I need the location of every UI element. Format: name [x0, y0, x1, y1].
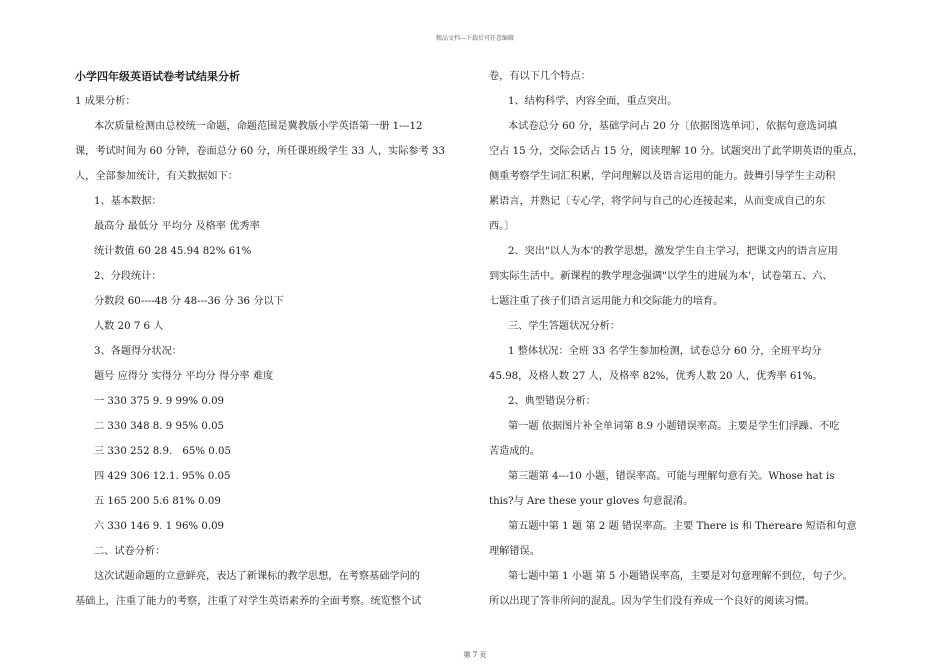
right-text-line: 侧重考察学生词汇积累，学问理解以及语言运用的能力。鼓舞引导学生主动积 — [489, 171, 836, 182]
right-text-line: 本试卷总分 60 分，基础学问占 20 分〔依据图选单词〕，依据句意选词填 — [508, 121, 838, 132]
right-text-line: 所以出现了答非所问的混乱。因为学生们没有养成一个良好的阅读习惯。 — [489, 596, 815, 607]
left-text-line: 3、各题得分状况： — [94, 346, 182, 357]
left-text-line: 课，考试时间为 60 分钟，卷面总分 60 分，所任课班级学生 33 人，实际参考 33 — [75, 146, 445, 157]
right-text-line: 第一题 依据图片补全单词第 8.9 小题错误率高。主要是学生们浮躁、不吃 — [508, 421, 840, 432]
right-text-line: 第五题中第 1 题 第 2 题 错误率高。主要 There is 和 Thereare 短语和句意 — [508, 521, 857, 532]
left-text-line: 人数 20 7 6 人 — [94, 321, 164, 332]
document-title: 小学四年级英语试卷考试结果分析 — [75, 70, 240, 83]
left-text-line: 题号 应得分 实得分 平均分 得分率 难度 — [94, 371, 274, 382]
left-text-line: 这次试题命题的立意鲜亮，表达了新课标的教学思想，在考察基础学问的 — [94, 571, 420, 582]
right-text-line: 累语言，并熟记〔专心学，将学问与自己的心连接起来，从而变成自己的东 — [489, 196, 826, 207]
page-number: 第 7 页 — [463, 651, 487, 659]
right-text-line: 第七题中第 1 小题 第 5 小题错误率高，主要是对句意理解不到位，句子少。 — [508, 571, 853, 582]
right-text-line: 2、突出"以人为本'的教学思想，激发学生自主学习，把课文内的语言应用 — [508, 246, 838, 257]
left-text-line: 六 330 146 9. 1 96% 0.09 — [94, 521, 225, 532]
page-header: 精品文档---下载后可任意编辑 — [435, 35, 515, 42]
right-column — [489, 64, 864, 614]
left-text-line: 人，全部参加统计，有关数据如下： — [75, 171, 238, 182]
right-text-line: 第三题第 4---10 小题，错误率高。可能与理解句意有关。Whose hat is — [508, 471, 835, 482]
right-text-line: 2、典型错误分析： — [508, 396, 596, 407]
right-text-line: 七题注重了孩子们语言运用能力和交际能力的培育。 — [489, 296, 724, 307]
left-text-line: 五 165 200 5.6 81% 0.09 — [94, 496, 221, 507]
left-text-line: 最高分 最低分 平均分 及格率 优秀率 — [94, 221, 260, 232]
right-text-line: 45.98，及格人数 27 人，及格率 82%，优秀人数 20 人，优秀率 61%。 — [489, 371, 823, 382]
right-text-line: this?与 Are these your gloves 句意混淆。 — [489, 496, 694, 507]
right-text-line: 1、结构科学，内容全面，重点突出。 — [508, 96, 678, 107]
left-text-line: 二 330 348 8. 9 95% 0.05 — [94, 421, 225, 432]
right-text-line: 到实际生活中。新课程的教学理念强调"以学生的进展为本'，试卷第五、六、 — [489, 271, 833, 282]
right-text-line: 理解错误。 — [489, 546, 540, 557]
left-text-line: 本次质量检测由总校统一命题，命题范围是冀教版小学英语第一册 1---12 — [94, 121, 423, 132]
right-text-line: 三、学生答题状况分析： — [508, 321, 621, 332]
right-text-line: 空占 15 分，交际会话占 15 分，阅读理解 10 分。试题突出了此学期英语的重点， — [489, 146, 864, 157]
right-text-line: 1 整体状况：全班 33 名学生参加检测，试卷总分 60 分，全班平均分 — [508, 346, 822, 357]
right-text-line: 西。〕 — [489, 221, 515, 232]
left-text-line: 1、基本数据： — [94, 196, 162, 207]
right-text-line: 卷，有以下几个特点： — [489, 71, 591, 82]
left-column — [75, 64, 445, 614]
left-text-line: 二、试卷分析： — [94, 546, 166, 557]
left-text-line: 统计数值 60 28 45.94 82% 61% — [94, 246, 252, 257]
right-text-line: 苦造成的。 — [489, 446, 540, 457]
left-text-line: 基础上，注重了能力的考察，注重了对学生英语素养的全面考察。统览整个试 — [75, 596, 422, 607]
left-text-line: 1 成果分析： — [75, 96, 136, 107]
left-text-line: 四 429 306 12.1. 95% 0.05 — [94, 471, 231, 482]
left-text-line: 一 330 375 9. 9 99% 0.09 — [94, 396, 225, 407]
left-text-line: 分数段 60----48 分 48---36 分 36 分以下 — [94, 296, 284, 307]
left-text-line: 三 330 252 8.9. 65% 0.05 — [94, 446, 231, 457]
left-text-line: 2、分段统计： — [94, 271, 162, 282]
